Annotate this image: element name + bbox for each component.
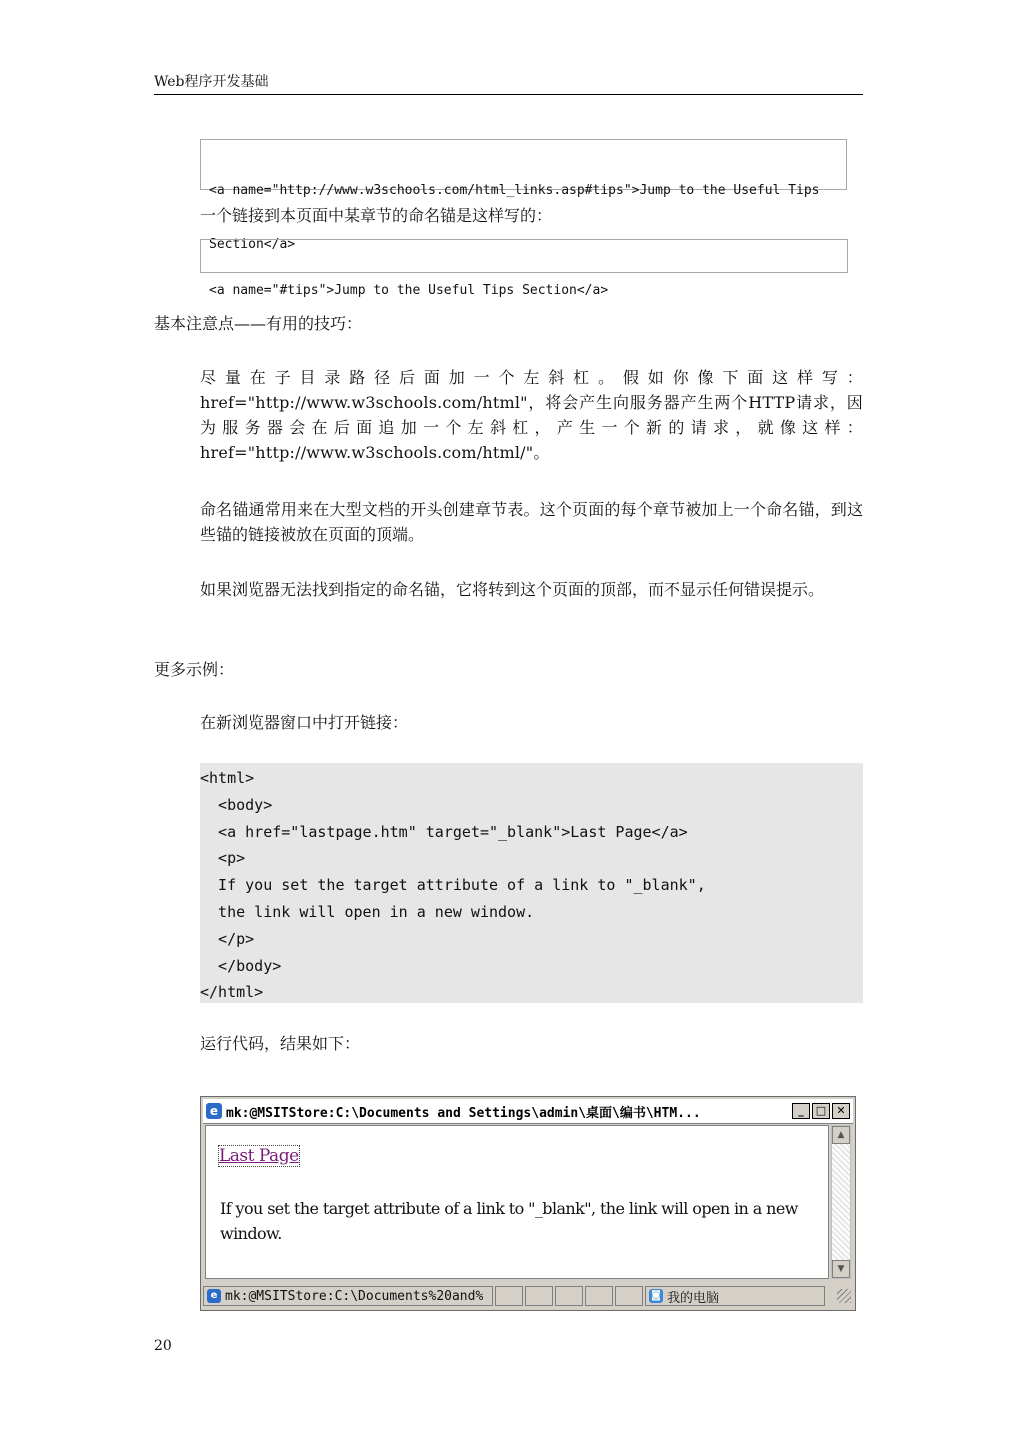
status-zone-cell — [645, 1286, 825, 1306]
scroll-down-icon[interactable]: ▼ — [832, 1260, 850, 1278]
window-title: mk:@MSITStore:C:\Documents and Settings\admin\桌面\编书\HTM... — [226, 1105, 701, 1121]
vertical-scrollbar[interactable] — [831, 1125, 851, 1279]
status-cell — [555, 1286, 583, 1306]
tip-paragraph-1: 尽量在子目录路径后面加一个左斜杠。假如你像下面这样写：href="http://www.w3schools.com/html"，将会产生向服务器产生两个HTTP请求，因为服务器会在后面追加一个左斜杠，产生一个新的请求，就像这样：href="http://www.w3schools.com/html/"。 — [200, 368, 863, 462]
code-line: Section</a> — [209, 237, 296, 252]
code-block-example — [200, 763, 863, 1003]
close-icon[interactable]: ✕ — [832, 1103, 850, 1119]
paragraph-anchor-intro: 一个链接到本页面中某章节的命名锚是这样写的： — [200, 206, 553, 225]
status-cell — [585, 1286, 613, 1306]
maximize-icon[interactable]: □ — [812, 1103, 830, 1119]
status-cell — [525, 1286, 553, 1306]
window-titlebar[interactable] — [203, 1099, 853, 1124]
example-intro: 在新浏览器窗口中打开链接： — [200, 713, 409, 732]
tip-paragraph-3: 如果浏览器无法找到指定的命名锚，它将转到这个页面的顶部，而不显示任何错误提示。 — [200, 580, 825, 599]
heading-tips: 基本注意点——有用的技巧： — [154, 314, 363, 333]
header-title: Web程序开发基础 — [154, 74, 269, 90]
last-page-link[interactable]: Last Page — [219, 1146, 299, 1166]
code-line: </html> — [200, 983, 264, 1002]
minimize-icon[interactable]: _ — [792, 1103, 810, 1119]
code-box-anchor-tips — [200, 239, 848, 298]
code-line: </p> — [200, 929, 255, 948]
page-number: 20 — [154, 1338, 172, 1354]
code-line: <html> — [200, 769, 255, 787]
code-line: If you set the target attribute of a link to "_blank", — [200, 876, 706, 895]
page-icon: e — [207, 1289, 221, 1303]
status-bar — [203, 1284, 853, 1308]
browser-content — [205, 1125, 829, 1279]
ie-icon: e — [206, 1103, 222, 1119]
code-line: <a href="lastpage.htm" target="_blank">Last Page</a> — [200, 822, 688, 841]
status-zone: 我的电脑 — [667, 1290, 720, 1306]
code-line: <a name="#tips">Jump to the Useful Tips Section</a> — [209, 283, 609, 298]
code-line: the link will open in a new window. — [200, 902, 535, 921]
browser-body-text: If you set the target attribute of a link to "_blank", the link will open in a new window. — [220, 1199, 798, 1243]
code-line: <p> — [200, 849, 246, 868]
scroll-up-icon[interactable]: ▲ — [832, 1126, 850, 1144]
status-url: mk:@MSITStore:C:\Documents%20and% — [225, 1288, 484, 1304]
code-line: <a name="http://www.w3schools.com/html_links.asp#tips">Jump to the Useful Tips — [209, 183, 820, 198]
tip-paragraph-2: 命名锚通常用来在大型文档的开头创建章节表。这个页面的每个章节被加上一个命名锚，到这些锚的链接被放在页面的顶端。 — [200, 500, 863, 544]
browser-window-screenshot — [200, 1096, 856, 1311]
code-line: <body> — [200, 795, 273, 814]
resize-grip-icon[interactable] — [837, 1289, 851, 1303]
heading-more-examples: 更多示例： — [154, 660, 235, 679]
status-cell — [495, 1286, 523, 1306]
running-header — [154, 72, 863, 95]
status-url-cell — [203, 1286, 493, 1306]
status-cell — [615, 1286, 643, 1306]
computer-icon: ◙ — [649, 1289, 663, 1303]
result-intro: 运行代码，结果如下： — [200, 1034, 361, 1053]
code-line: </body> — [200, 956, 282, 975]
